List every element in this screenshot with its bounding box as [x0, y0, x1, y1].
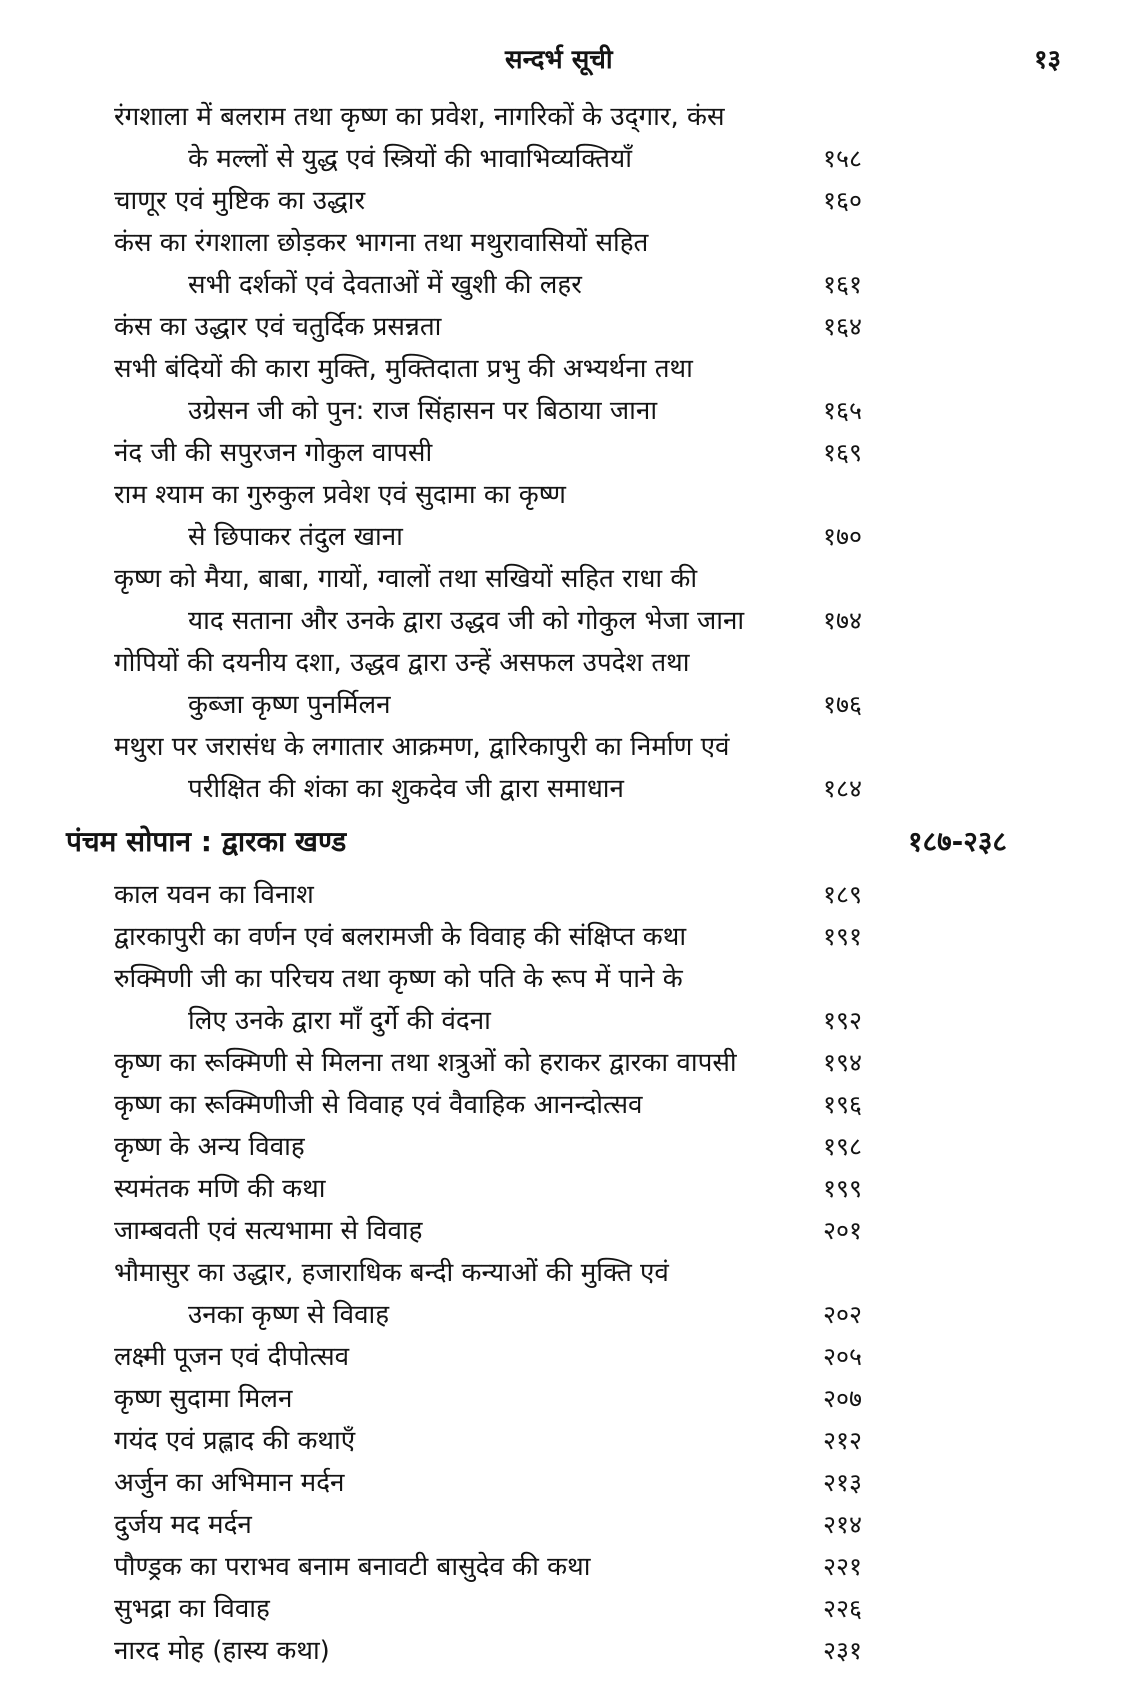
toc-entry-text: लक्ष्मी पूजन एवं दीपोत्सव — [114, 1342, 350, 1372]
toc-entry-page: १९४ — [823, 1048, 863, 1077]
toc-entry-text: से छिपाकर तंदुल खाना — [188, 522, 403, 552]
toc-entry — [0, 916, 1128, 958]
toc-entry — [0, 348, 1128, 432]
toc-entry-line — [0, 222, 1128, 264]
toc-entry — [0, 1252, 1128, 1336]
toc-entry-line — [0, 726, 1128, 768]
toc-entry — [0, 558, 1128, 642]
toc-entry-page: १५८ — [823, 144, 863, 173]
toc-entry-page: १९९ — [823, 1174, 863, 1203]
toc-entry-line — [0, 1168, 1128, 1210]
toc-entry-text: रुक्मिणी जी का परिचय तथा कृष्ण को पति के रूप में पाने के — [114, 964, 683, 994]
toc-entry-line — [0, 1084, 1128, 1126]
toc-entry-page: २१४ — [823, 1510, 863, 1539]
toc-entry-page: १६९ — [823, 438, 863, 467]
toc-entry-page: १६१ — [823, 270, 863, 299]
toc-entry-text: रंगशाला में बलराम तथा कृष्ण का प्रवेश, नागरिकों के उद्‌गार, कंस — [114, 102, 725, 132]
toc-entry-text: नारद मोह (हास्य कथा) — [114, 1636, 330, 1666]
toc-entry-line — [0, 958, 1128, 1000]
toc-entry-page: १९१ — [823, 922, 863, 951]
toc-entry-line — [0, 1126, 1128, 1168]
toc-entry-text: कृष्ण सुदामा मिलन — [114, 1384, 293, 1414]
toc-entry-page: १९२ — [823, 1006, 863, 1035]
toc-entry — [0, 1546, 1128, 1588]
toc-entry-page: १९६ — [823, 1090, 863, 1119]
section-title: पंचम सोपान : द्वारका खण्ड — [66, 825, 347, 858]
toc-entry-line — [0, 1378, 1128, 1420]
toc-entry-page: २१२ — [823, 1426, 863, 1455]
toc-entry-text: अर्जुन का अभिमान मर्दन — [114, 1468, 345, 1498]
toc-entry-text: सभी दर्शकों एवं देवताओं में खुशी की लहर — [188, 270, 582, 300]
toc-entry-continuation-line — [0, 516, 1128, 558]
toc-entry-text: कृष्ण का रूक्मिणी से मिलना तथा शत्रुओं को हराकर द्वारका वापसी — [114, 1048, 737, 1078]
toc-entry-page: २१३ — [823, 1468, 863, 1497]
toc-entry-line — [0, 642, 1128, 684]
toc-entry-continuation-line — [0, 768, 1128, 810]
toc-entry-text: कंस का उद्धार एवं चतुर्दिक प्रसन्नता — [114, 312, 442, 342]
toc-entry-page: २२१ — [823, 1552, 863, 1581]
toc-entry — [0, 1042, 1128, 1084]
toc-entry — [0, 474, 1128, 558]
toc-entry-text: दुर्जय मद मर्दन — [114, 1510, 252, 1540]
toc-entry — [0, 1462, 1128, 1504]
toc-entry-page: २०१ — [823, 1216, 863, 1245]
toc-entry-text: नंद जी की सपुरजन गोकुल वापसी — [114, 438, 433, 468]
toc-entry — [0, 1126, 1128, 1168]
toc-entry-text: जाम्बवती एवं सत्यभामा से विवाह — [114, 1216, 423, 1246]
toc-entry-text: काल यवन का विनाश — [114, 880, 314, 910]
toc-entry-text: कंस का रंगशाला छोड़कर भागना तथा मथुरावासियों सहित — [114, 228, 649, 258]
toc-entry — [0, 1420, 1128, 1462]
toc-entry — [0, 726, 1128, 810]
toc-entry — [0, 1084, 1128, 1126]
toc-entry-line — [0, 1546, 1128, 1588]
toc-entry-text: के मल्लों से युद्ध एवं स्त्रियों की भावाभिव्यक्तियाँ — [188, 144, 632, 174]
toc-entry-page: १६० — [823, 186, 863, 215]
running-head — [0, 38, 1128, 78]
toc-entry-line — [0, 96, 1128, 138]
toc-entry — [0, 1210, 1128, 1252]
table-of-contents — [0, 96, 1128, 1672]
page-number: १३ — [1034, 45, 1062, 75]
toc-entry — [0, 96, 1128, 180]
toc-entry-page: १९८ — [823, 1132, 863, 1161]
toc-entry — [0, 1504, 1128, 1546]
toc-entry-text: चाणूर एवं मुष्टिक का उद्धार — [114, 186, 366, 216]
toc-entry-line — [0, 1336, 1128, 1378]
toc-entry-text: पौण्ड्रक का पराभव बनाम बनावटी बासुदेव की कथा — [114, 1552, 591, 1582]
toc-entry-line — [0, 1504, 1128, 1546]
toc-entry-text: स्यमंतक मणि की कथा — [114, 1174, 326, 1204]
toc-entry-text: द्वारकापुरी का वर्णन एवं बलरामजी के विवाह की संक्षिप्त कथा — [114, 922, 687, 952]
toc-entry-text: राम श्याम का गुरुकुल प्रवेश एवं सुदामा का कृष्ण — [114, 480, 566, 510]
toc-entry-page: १८४ — [823, 774, 863, 803]
toc-entry-text: सुभद्रा का विवाह — [114, 1594, 270, 1624]
toc-entry-page: २०२ — [823, 1300, 863, 1329]
toc-entry-text: मथुरा पर जरासंध के लगातार आक्रमण, द्वारिकापुरी का निर्माण एवं — [114, 732, 730, 762]
toc-entry-line — [0, 180, 1128, 222]
toc-entry — [0, 1630, 1128, 1672]
toc-entry-page: १७६ — [823, 690, 863, 719]
toc-entry-line — [0, 1462, 1128, 1504]
toc-entry-text: गोपियों की दयनीय दशा, उद्धव द्वारा उन्हें असफल उपदेश तथा — [114, 648, 690, 678]
toc-entries-after — [0, 874, 1128, 1672]
toc-entry-line — [0, 348, 1128, 390]
toc-entry-page: १६४ — [823, 312, 863, 341]
toc-entry-continuation-line — [0, 138, 1128, 180]
section-heading — [0, 812, 1128, 872]
toc-entry-text: लिए उनके द्वारा माँ दुर्गे की वंदना — [188, 1006, 491, 1036]
toc-entry-page: १७० — [823, 522, 863, 551]
toc-entry-line — [0, 1210, 1128, 1252]
toc-entry-text: भौमासुर का उद्धार, हजाराधिक बन्दी कन्याओं की मुक्ति एवं — [114, 1258, 669, 1288]
toc-entry-page: २०७ — [823, 1384, 863, 1413]
toc-entry-continuation-line — [0, 264, 1128, 306]
toc-entry-line — [0, 432, 1128, 474]
toc-entry-text: सभी बंदियों की कारा मुक्ति, मुक्तिदाता प्रभु की अभ्यर्थना तथा — [114, 354, 693, 384]
toc-entry-text: कृष्ण को मैया, बाबा, गायों, ग्वालों तथा सखियों सहित राधा की — [114, 564, 698, 594]
toc-entry-line — [0, 1252, 1128, 1294]
section-page-range: १८७-२३८ — [908, 825, 1007, 858]
toc-entry — [0, 432, 1128, 474]
toc-entry-text: कृष्ण के अन्य विवाह — [114, 1132, 305, 1162]
toc-entry-page: २२६ — [823, 1594, 863, 1623]
toc-entry-continuation-line — [0, 1000, 1128, 1042]
toc-entry — [0, 1336, 1128, 1378]
running-title: सन्दर्भ सूची — [505, 45, 613, 75]
toc-entry — [0, 1168, 1128, 1210]
toc-entry — [0, 180, 1128, 222]
toc-entry-text: परीक्षित की शंका का शुकदेव जी द्वारा समाधान — [188, 774, 624, 804]
toc-entry-line — [0, 306, 1128, 348]
toc-entry-page: १६५ — [823, 396, 863, 425]
toc-entry-text: कुब्जा कृष्ण पुनर्मिलन — [188, 690, 391, 720]
toc-entry-text: गयंद एवं प्रह्लाद की कथाएँ — [114, 1426, 356, 1456]
toc-entry-page: १७४ — [823, 606, 863, 635]
toc-entry-continuation-line — [0, 390, 1128, 432]
toc-entry — [0, 222, 1128, 306]
toc-entry-line — [0, 1630, 1128, 1672]
toc-entry-text: उग्रेसन जी को पुन: राज सिंहासन पर बिठाया जाना — [188, 396, 658, 426]
toc-entry-page: २३१ — [823, 1636, 863, 1665]
toc-entry-continuation-line — [0, 600, 1128, 642]
toc-entry — [0, 1588, 1128, 1630]
toc-entry-continuation-line — [0, 1294, 1128, 1336]
toc-entry-page: २०५ — [823, 1342, 863, 1371]
toc-entries-before — [0, 96, 1128, 810]
toc-entry-line — [0, 474, 1128, 516]
toc-entry-text: याद सताना और उनके द्वारा उद्धव जी को गोकुल भेजा जाना — [188, 606, 745, 636]
toc-entry — [0, 958, 1128, 1042]
toc-entry — [0, 1378, 1128, 1420]
toc-entry-line — [0, 1420, 1128, 1462]
toc-entry-line — [0, 1042, 1128, 1084]
toc-entry — [0, 306, 1128, 348]
toc-entry-page: १८९ — [823, 880, 863, 909]
toc-entry-text: कृष्ण का रूक्मिणीजी से विवाह एवं वैवाहिक आनन्दोत्सव — [114, 1090, 643, 1120]
toc-entry-text: उनका कृष्ण से विवाह — [188, 1300, 390, 1330]
toc-entry — [0, 874, 1128, 916]
toc-entry-continuation-line — [0, 684, 1128, 726]
toc-entry-line — [0, 558, 1128, 600]
toc-entry-line — [0, 874, 1128, 916]
toc-entry-line — [0, 1588, 1128, 1630]
toc-entry — [0, 642, 1128, 726]
toc-entry-line — [0, 916, 1128, 958]
